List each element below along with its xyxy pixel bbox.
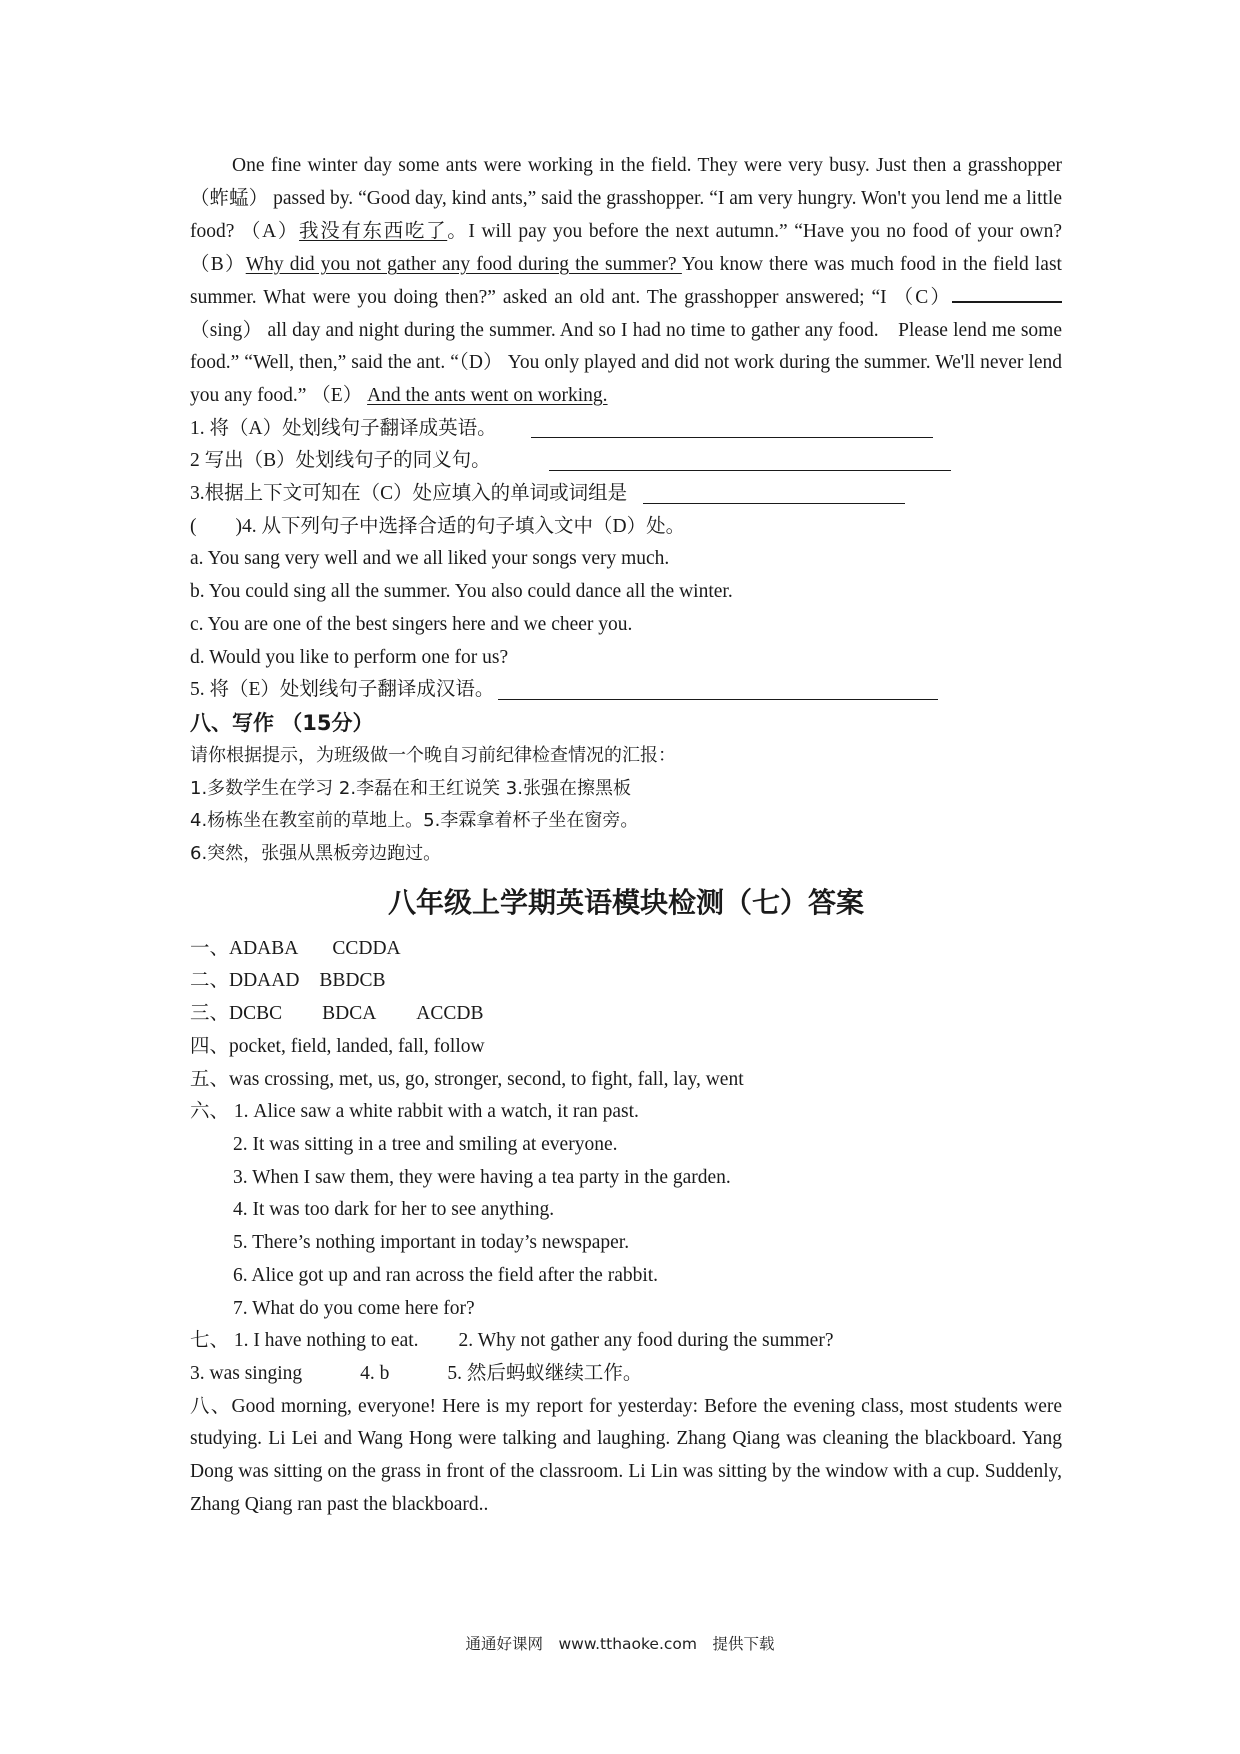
question-5-text: 5. 将（E）处划线句子翻译成汉语。 (190, 679, 495, 701)
question-1-text: 1. 将（A）处划线句子翻译成英语。 (190, 417, 497, 439)
answer-3-part-1: 三、DCBC (190, 1003, 283, 1025)
underlined-sentence-a: 我没有东西吃了 (299, 219, 448, 243)
answer-6-item-5: 5. There’s nothing important in today’s newspaper. (233, 1232, 630, 1254)
answer-2-part-1: 二、DDAAD (190, 970, 300, 992)
option-d: d. Would you like to perform one for us? (190, 646, 509, 668)
answer-section-1 (190, 933, 1062, 966)
answer-7-item-3: 3. was singing (190, 1362, 303, 1384)
writing-hint-2: 4.杨栋坐在教室前的草地上。5.李霖拿着杯子坐在窗旁。 (190, 810, 639, 832)
answer-section-2 (190, 965, 1062, 998)
answer-3-part-3: ACCDB (416, 1003, 484, 1025)
question-3 (190, 478, 1062, 511)
answer-line-5[interactable] (498, 677, 938, 700)
passage-text-3: You know there was much food in the field last summer. What were you doing then?” asked an old ant. The grasshopper answered; “I （C） (190, 254, 1062, 308)
answer-line-3[interactable] (643, 481, 905, 504)
answer-section-5: 五、was crossing, met, us, go, stronger, second, to fight, fall, lay, went (190, 1068, 744, 1090)
answer-key-title: 八年级上学期英语模块检测（七）答案 (387, 885, 864, 919)
passage-text-2: 。I will pay you before the next autumn.” “Have you no food of your own? （B） (190, 221, 1062, 276)
answer-section-6: 六、 1. Alice saw a white rabbit with a watch, it ran past. (190, 1101, 639, 1123)
answer-section-4: 四、pocket, field, landed, fall, follow (190, 1035, 485, 1057)
underlined-sentence-b: Why did you not gather any food during the summer? (245, 254, 682, 276)
page-content (190, 150, 1062, 1521)
answer-7-item-5: 5. 然后蚂蚁继续工作。 (447, 1362, 643, 1384)
answer-section-3 (190, 998, 1062, 1031)
answer-6-item-4: 4. It was too dark for her to see anything. (233, 1199, 555, 1221)
answer-6-item-2: 2. It was sitting in a tree and smiling at everyone. (233, 1133, 618, 1155)
question-5 (190, 674, 1062, 707)
answer-6-item-7: 7. What do you come here for? (233, 1297, 475, 1319)
answer-line-2[interactable] (549, 448, 951, 471)
question-3-text: 3.根据上下文可知在（C）处应填入的单词或词组是 (190, 483, 628, 505)
writing-heading: 八、写作 （15分） (190, 710, 374, 735)
page-footer: 通通好课网 www.tthaoke.com 提供下载 (465, 1635, 775, 1653)
question-4: ( )4. 从下列句子中选择合适的句子填入文中（D）处。 (190, 515, 686, 537)
answer-line-1[interactable] (531, 415, 933, 438)
answer-3-part-2: BDCA (322, 1003, 377, 1025)
answer-6-item-6: 6. Alice got up and ran across the field after the rabbit. (233, 1264, 659, 1286)
passage-text-4: （sing） all day and night during the summer. And so I had no time to gather any food. Please lend me some food.” “Well, then,” said the ant. “（D） You only played and did not work during the summer. We'll never lend you any food.” （E） (190, 319, 1062, 406)
answer-1-part-1: 一、ADABA (190, 937, 299, 959)
answer-1-part-2: CCDDA (332, 937, 401, 959)
question-2-text: 2 写出（B）处划线句子的同义句。 (190, 450, 491, 472)
underlined-sentence-e: And the ants went on working. (367, 384, 608, 406)
writing-prompt: 请你根据提示，为班级做一个晚自习前纪律检查情况的汇报： (190, 744, 676, 766)
option-a: a. You sang very well and we all liked your songs very much. (190, 548, 670, 570)
answer-7-item-1: 七、 1. I have nothing to eat. (190, 1330, 419, 1352)
answer-section-7-cont (190, 1358, 1062, 1391)
question-2 (190, 445, 1062, 478)
reading-passage (190, 150, 1062, 413)
answer-2-part-2: BBDCB (319, 970, 386, 992)
answer-section-7 (190, 1325, 1062, 1358)
answer-section-8: 八、Good morning, everyone! Here is my report for yesterday: Before the evening class, most students were studying. Li Lei and Wang Hong were talking and laughing. Zhang Qiang was cleaning the blackboard. Yang Dong was sitting on the grass in front of the classroom. Li Lin was sitting by the window with a cup. Suddenly, Zhang Qiang ran past the blackboard.. (190, 1395, 1062, 1515)
writing-hint-1: 1.多数学生在学习 2.李磊在和王红说笑 3.张强在擦黑板 (190, 777, 631, 799)
option-c: c. You are one of the best singers here and we cheer you. (190, 613, 633, 635)
writing-hint-3: 6.突然，张强从黑板旁边跑过。 (190, 843, 442, 865)
answer-7-item-4: 4. b (360, 1362, 390, 1384)
passage-text-1: One fine winter day some ants were working in the field. They were very busy. Just then a grasshopper（蚱蜢） passed by. “Good day, kind ants,” said the grasshopper. “I am very hungry. Won't you lend me a little food? （A） (190, 155, 1062, 243)
option-b: b. You could sing all the summer. You also could dance all the winter. (190, 581, 733, 603)
answer-blank-c[interactable] (952, 283, 1062, 303)
answer-6-item-3: 3. When I saw them, they were having a tea party in the garden. (233, 1166, 731, 1188)
question-1 (190, 413, 1062, 446)
answer-7-item-2: 2. Why not gather any food during the summer? (458, 1330, 834, 1352)
